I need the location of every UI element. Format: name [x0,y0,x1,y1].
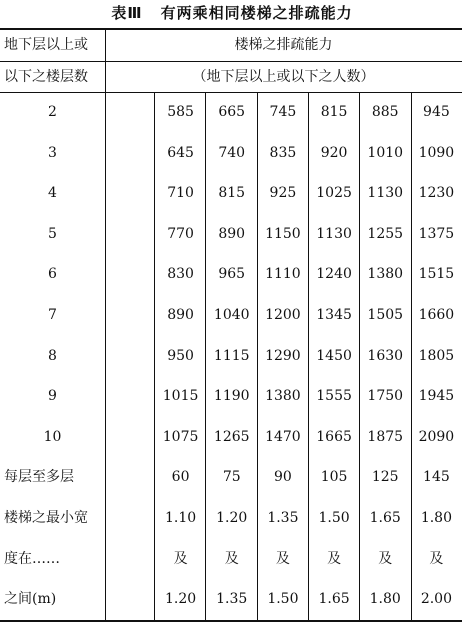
table-caption: 有两乘相同楼梯之排疏能力 [160,4,353,22]
row-header [0,30,106,93]
row-header-line-2: 以下之楼层数 [4,69,88,85]
row-label: 楼梯之最小宽 [4,510,88,526]
table-cell: 及 [327,550,342,567]
table-cell: 890 [167,307,194,323]
row-label: 3 [48,144,57,161]
table-cell: 90 [273,469,292,486]
row-label: 9 [48,388,57,405]
table-row [0,417,462,458]
row-label: 10 [43,428,62,445]
table-cell: 125 [371,469,399,486]
row-label: 7 [48,307,57,323]
table-cell: 1515 [418,266,455,283]
table-cell: 1110 [265,266,301,283]
table-cell: 1130 [316,225,352,242]
table-cell: 585 [167,104,194,120]
table-cell: 1290 [265,347,301,364]
table-cell: 1075 [162,428,199,445]
row-header-line-1: 地下层以上或 [0,30,105,62]
table-cell: 1.35 [267,510,299,526]
column-header-line-1: 楼梯之排疏能力 [105,30,462,62]
table-cell: 1.35 [216,591,248,608]
table-cell: 1380 [265,388,301,405]
table-row [0,214,462,255]
table-cell: 1.65 [318,591,350,608]
table-cell: 1040 [213,307,250,323]
table-cell: 1.80 [369,591,401,608]
table-cell: 920 [320,144,348,161]
table-cell: 及 [173,550,188,567]
table-row [0,295,462,336]
table-cell: 1025 [316,185,352,202]
row-label: 之间(m) [4,591,57,608]
table-cell: 1010 [367,144,404,161]
table-cell: 1555 [316,388,352,405]
table-cell: 890 [218,225,246,242]
table-cell: 1240 [316,266,352,283]
table-cell: 745 [269,104,297,120]
table-cell: 815 [320,104,348,120]
table-title [0,0,464,26]
table-cell: 及 [429,550,444,567]
table-cell: 1875 [367,428,404,445]
table-row [0,254,462,295]
table-cell: 1450 [316,347,352,364]
table-cell: 1200 [265,307,301,323]
row-label: 5 [48,225,57,242]
table-cell: 60 [171,469,190,486]
table-cell: 1945 [418,388,455,405]
table-cell: 1.65 [369,510,401,526]
column-header [105,30,462,93]
table-cell: 950 [167,347,194,364]
table-cell: 1345 [316,307,352,323]
table-cell: 1130 [367,185,404,202]
table-cell: 105 [320,469,348,486]
table-number: 表Ⅲ [111,4,143,22]
table-cell: 1665 [316,428,352,445]
table-cell: 1.20 [164,591,197,608]
table-cell: 1.80 [420,510,452,526]
table-row [0,498,462,539]
table-cell: 145 [423,469,450,486]
table-row [0,133,462,174]
table-cell: 645 [167,144,194,161]
row-label: 度在…… [4,550,60,567]
table-row [0,539,462,580]
table-cell: 1505 [367,307,404,323]
table-cell: 1.10 [164,510,197,526]
table-cell: 1150 [265,225,301,242]
table-cell: 815 [218,185,246,202]
table-row [0,376,462,417]
table-cell: 1.20 [216,510,248,526]
table-cell: 1380 [367,266,404,283]
table-cell: 1115 [213,347,250,364]
table-cell: 1470 [265,428,301,445]
table-cell: 1375 [418,225,455,242]
table-cell: 1090 [418,144,455,161]
table-cell: 740 [218,144,246,161]
table-cell: 1750 [367,388,404,405]
table-row [0,92,462,133]
table-cell: 1255 [367,225,404,242]
table-cell: 925 [269,185,297,202]
table-cell: 710 [167,185,194,202]
row-label: 6 [48,266,57,283]
table-cell: 945 [423,104,450,120]
table-cell: 1.50 [318,510,350,526]
table-cell: 2090 [418,428,455,445]
table-cell: 770 [167,225,194,242]
table-cell: 1015 [162,388,199,405]
row-label: 2 [48,104,57,120]
table-cell: 及 [224,550,239,567]
table-cell: 及 [275,550,290,567]
table-row [0,579,462,620]
table-cell: 665 [218,104,246,120]
table-cell: 965 [218,266,246,283]
table-cell: 1230 [418,185,455,202]
capacity-table [0,28,462,622]
row-label: 每层至多层 [4,469,74,486]
table-cell: 830 [167,266,194,283]
table-cell: 1190 [213,388,250,405]
table-cell: 835 [269,144,297,161]
table-row [0,173,462,214]
column-header-line-2: （地下层以上或以下之人数） [192,69,375,85]
table-cell: 885 [371,104,399,120]
row-label: 4 [48,185,57,202]
table-cell: 1.50 [267,591,299,608]
table-cell: 1265 [213,428,250,445]
table-row [0,457,462,498]
table-cell: 及 [378,550,393,567]
table-cell: 1805 [418,347,455,364]
table-row [0,336,462,377]
table-cell: 2.00 [420,591,452,608]
table-cell: 75 [222,469,241,486]
table-cell: 1660 [418,307,455,323]
row-label: 8 [48,347,57,364]
table-cell: 1630 [367,347,404,364]
